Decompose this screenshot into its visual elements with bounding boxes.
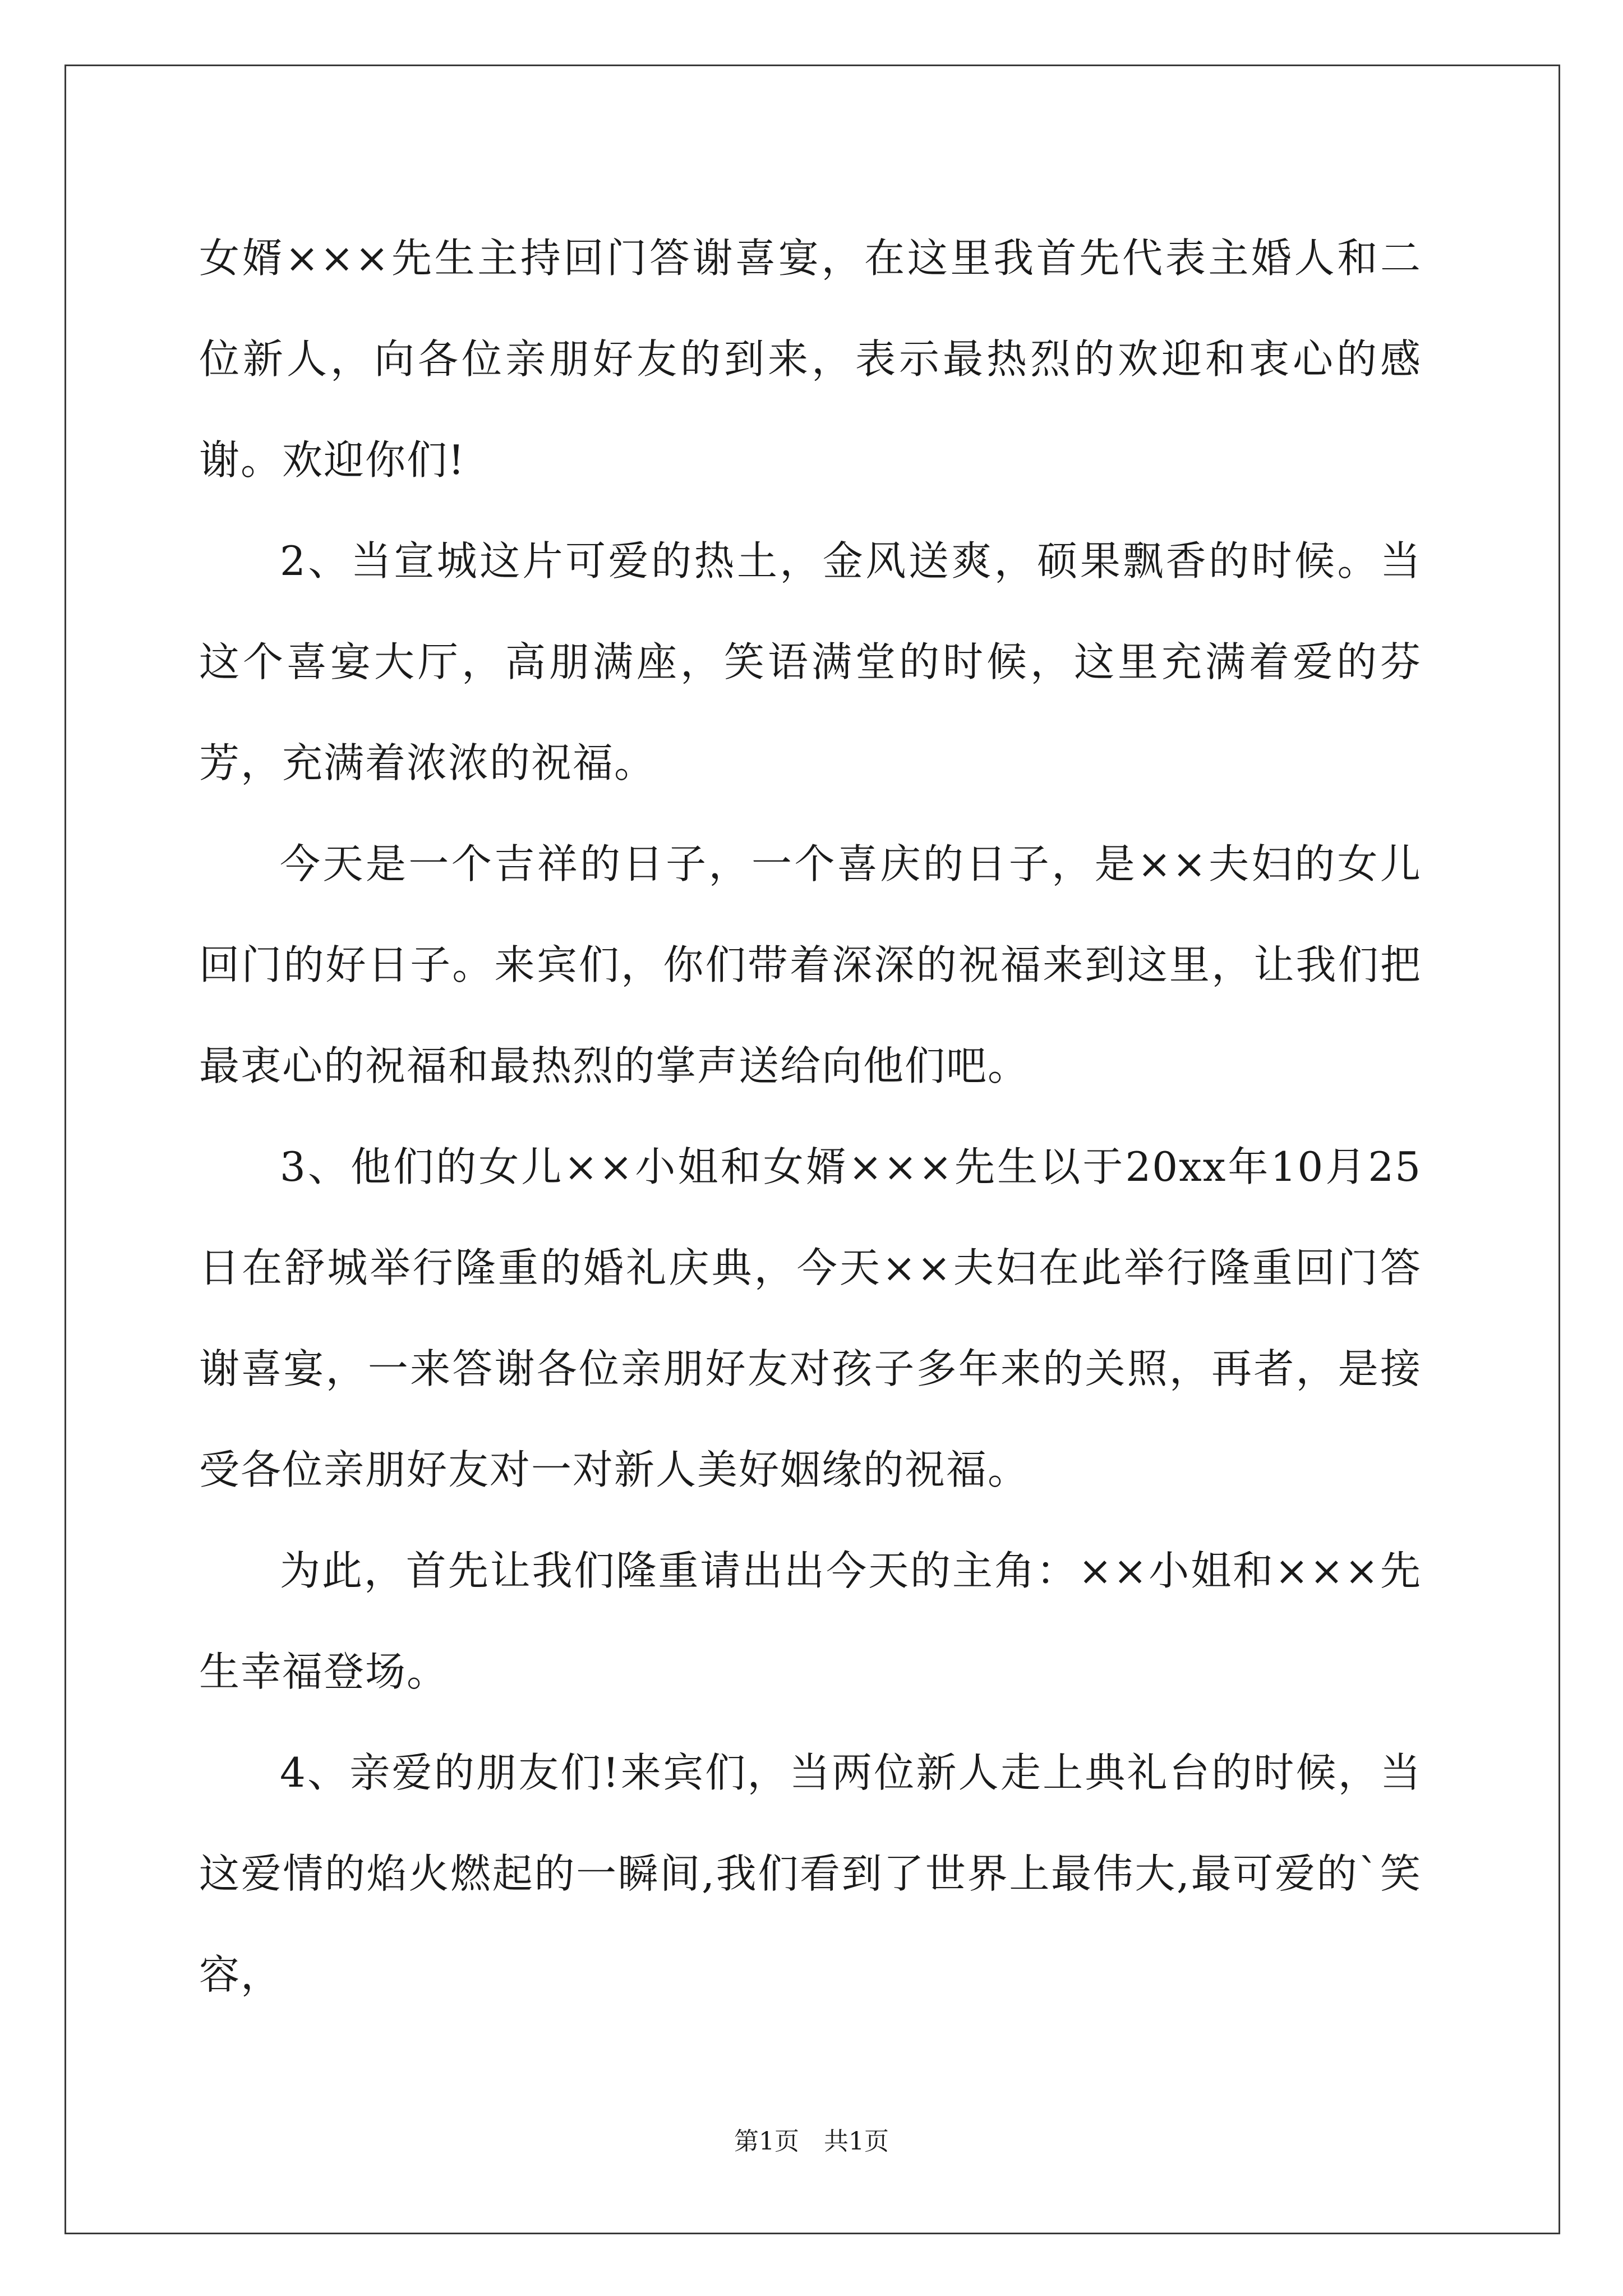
paragraph-1: 女婿×××先生主持回门答谢喜宴，在这里我首先代表主婚人和二位新人，向各位亲朋好友的到来，表示最热烈的欢迎和衷心的感谢。欢迎你们! <box>199 234 1422 484</box>
document-body <box>199 208 1422 2025</box>
paragraph-4: 3、他们的女儿××小姐和女婿×××先生以于20xx年10月25日在舒城举行隆重的婚礼庆典，今天××夫妇在此举行隆重回门答谢喜宴，一来答谢各位亲朋好友对孩子多年来的关照，再者，是接受各位亲朋好友对一对新人美好姻缘的祝福。 <box>199 1143 1422 1493</box>
paragraph-5: 为此，首先让我们隆重请出出今天的主角：××小姐和×××先生幸福登场。 <box>199 1547 1422 1695</box>
paragraph-2: 2、当宣城这片可爱的热土，金风送爽，硕果飘香的时候。当这个喜宴大厅，高朋满座，笑语满堂的时候，这里充满着爱的芬芳，充满着浓浓的祝福。 <box>199 537 1422 786</box>
paragraph-6: 4、亲爱的朋友们!来宾们，当两位新人走上典礼台的时候，当这爱情的焰火燃起的一瞬间,我们看到了世界上最伟大,最可爱的`笑容， <box>199 1749 1422 1998</box>
page-number-footer: 第1页 共1页 <box>734 2127 889 2156</box>
paragraph-3: 今天是一个吉祥的日子，一个喜庆的日子，是××夫妇的女儿回门的好日子。来宾们，你们带着深深的祝福来到这里，让我们把最衷心的祝福和最热烈的掌声送给向他们吧。 <box>199 840 1422 1089</box>
